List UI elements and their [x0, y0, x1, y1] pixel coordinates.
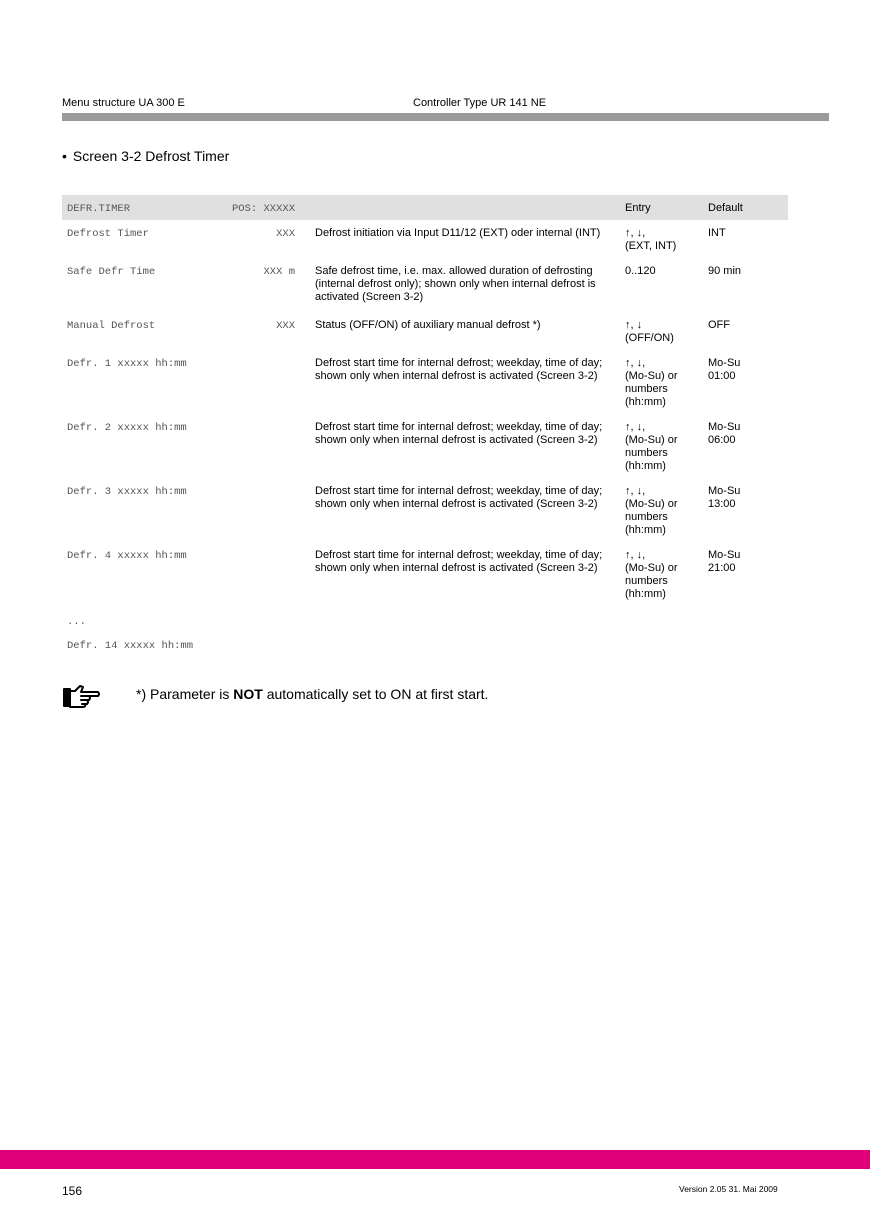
param-name: Defr. 3 xxxxx hh:mm	[67, 486, 187, 498]
header-default: Default	[708, 202, 743, 214]
table-header	[62, 195, 788, 220]
param-description-line: activated (Screen 3-2)	[315, 291, 424, 303]
param-description-line: Defrost start time for internal defrost; weekday, time of day;	[315, 357, 603, 369]
param-entry-line: ↑, ↓	[625, 319, 643, 331]
param-default	[708, 421, 786, 447]
param-entry-line: numbers	[625, 447, 668, 459]
param-entry-line: (Mo-Su) or	[625, 498, 678, 510]
param-default-line: 06:00	[708, 434, 736, 446]
param-entry-line: numbers	[625, 511, 668, 523]
param-default-line: Mo-Su	[708, 549, 741, 561]
note-post: automatically set to ON at first start.	[262, 686, 489, 702]
note-box	[62, 683, 102, 716]
param-description	[315, 265, 620, 304]
bullet: •	[62, 148, 67, 164]
param-name: Safe Defr Time	[67, 266, 156, 278]
param-description-line: shown only when internal defrost is activated (Screen 3-2)	[315, 498, 598, 510]
param-description	[315, 319, 620, 332]
param-value: XXX	[276, 320, 295, 332]
param-name: Defr. 2 xxxxx hh:mm	[67, 422, 187, 434]
param-entry	[625, 485, 705, 537]
param-default	[708, 549, 786, 575]
param-value: XXX	[276, 228, 295, 240]
param-entry-line: (Mo-Su) or	[625, 370, 678, 382]
param-entry-line: ↑, ↓,	[625, 357, 646, 369]
param-default	[708, 265, 786, 278]
param-default-line: 01:00	[708, 370, 736, 382]
param-description	[315, 421, 620, 447]
header-menu-name: DEFR.TIMER	[67, 203, 131, 215]
param-name: Defr. 1 xxxxx hh:mm	[67, 358, 187, 370]
param-entry-line: (Mo-Su) or	[625, 562, 678, 574]
param-entry	[625, 319, 705, 345]
header-entry: Entry	[625, 202, 651, 214]
param-description-line: Defrost start time for internal defrost; weekday, time of day;	[315, 485, 603, 497]
param-default	[708, 357, 786, 383]
param-entry-line: 0..120	[625, 265, 656, 277]
param-default	[708, 485, 786, 511]
param-default-line: 90 min	[708, 265, 742, 277]
param-description-line: Defrost initiation via Input D11/12 (EXT) oder internal (INT)	[315, 227, 601, 239]
note-text	[136, 686, 488, 702]
param-entry-line: (hh:mm)	[625, 524, 666, 536]
param-entry-line: ↑, ↓,	[625, 549, 646, 561]
param-entry-line: (hh:mm)	[625, 396, 666, 408]
param-default	[708, 319, 786, 332]
header-rule	[62, 113, 829, 121]
param-description-line: shown only when internal defrost is activated (Screen 3-2)	[315, 370, 598, 382]
param-default-line: INT	[708, 227, 726, 239]
param-default-line: Mo-Su	[708, 421, 741, 433]
section-title: Screen 3-2 Defrost Timer	[72, 148, 230, 164]
param-entry-line: ↑, ↓,	[625, 227, 646, 239]
param-entry-line: ↑, ↓,	[625, 485, 646, 497]
param-description	[315, 227, 620, 240]
param-entry-line: numbers	[625, 383, 668, 395]
param-entry-line: (hh:mm)	[625, 588, 666, 600]
section-heading	[62, 148, 229, 164]
param-entry	[625, 265, 705, 278]
param-name: Manual Defrost	[67, 320, 156, 332]
param-default-line: 13:00	[708, 498, 736, 510]
param-description-line: Defrost start time for internal defrost; weekday, time of day;	[315, 421, 603, 433]
param-entry-line: (hh:mm)	[625, 460, 666, 472]
param-description-line: Status (OFF/ON) of auxiliary manual defrost *)	[315, 319, 541, 331]
param-description	[315, 357, 620, 383]
param-entry-line: numbers	[625, 575, 668, 587]
param-entry	[625, 227, 705, 253]
param-entry	[625, 357, 705, 409]
param-value: XXX m	[263, 266, 295, 278]
param-default	[708, 227, 786, 240]
param-description	[315, 549, 620, 575]
param-description-line: Defrost start time for internal defrost; weekday, time of day;	[315, 549, 603, 561]
param-default-line: 21:00	[708, 562, 736, 574]
header-position: POS: XXXXX	[231, 203, 295, 215]
param-name: Defr. 4 xxxxx hh:mm	[67, 550, 187, 562]
param-entry-line: (OFF/ON)	[625, 332, 674, 344]
param-entry	[625, 421, 705, 473]
param-entry-line: ↑, ↓,	[625, 421, 646, 433]
param-name: Defrost Timer	[67, 228, 149, 240]
footer-bar	[0, 1150, 870, 1169]
pointing-hand-icon	[62, 698, 102, 715]
header-left: Menu structure UA 300 E	[62, 97, 185, 109]
param-default-line: OFF	[708, 319, 730, 331]
ellipsis: ...	[67, 616, 86, 628]
note-pre: *) Parameter is	[136, 686, 234, 702]
param-description-line: shown only when internal defrost is activated (Screen 3-2)	[315, 434, 598, 446]
param-entry	[625, 549, 705, 601]
header-center: Controller Type UR 141 NE	[413, 97, 547, 109]
param-default-line: Mo-Su	[708, 357, 741, 369]
version-date: Version 2.05 31. Mai 2009	[679, 1184, 778, 1194]
param-entry-line: (Mo-Su) or	[625, 434, 678, 446]
page-number: 156	[62, 1184, 83, 1198]
param-description-line: shown only when internal defrost is activated (Screen 3-2)	[315, 562, 598, 574]
param-entry-line: (EXT, INT)	[625, 240, 677, 252]
table-row-last: Defr. 14 xxxxx hh:mm	[67, 640, 194, 652]
note-bold: NOT	[233, 686, 263, 702]
param-description-line: Safe defrost time, i.e. max. allowed duration of defrosting	[315, 265, 593, 277]
param-default-line: Mo-Su	[708, 485, 741, 497]
param-description	[315, 485, 620, 511]
param-description-line: (internal defrost only); shown only when internal defrost is	[315, 278, 596, 290]
